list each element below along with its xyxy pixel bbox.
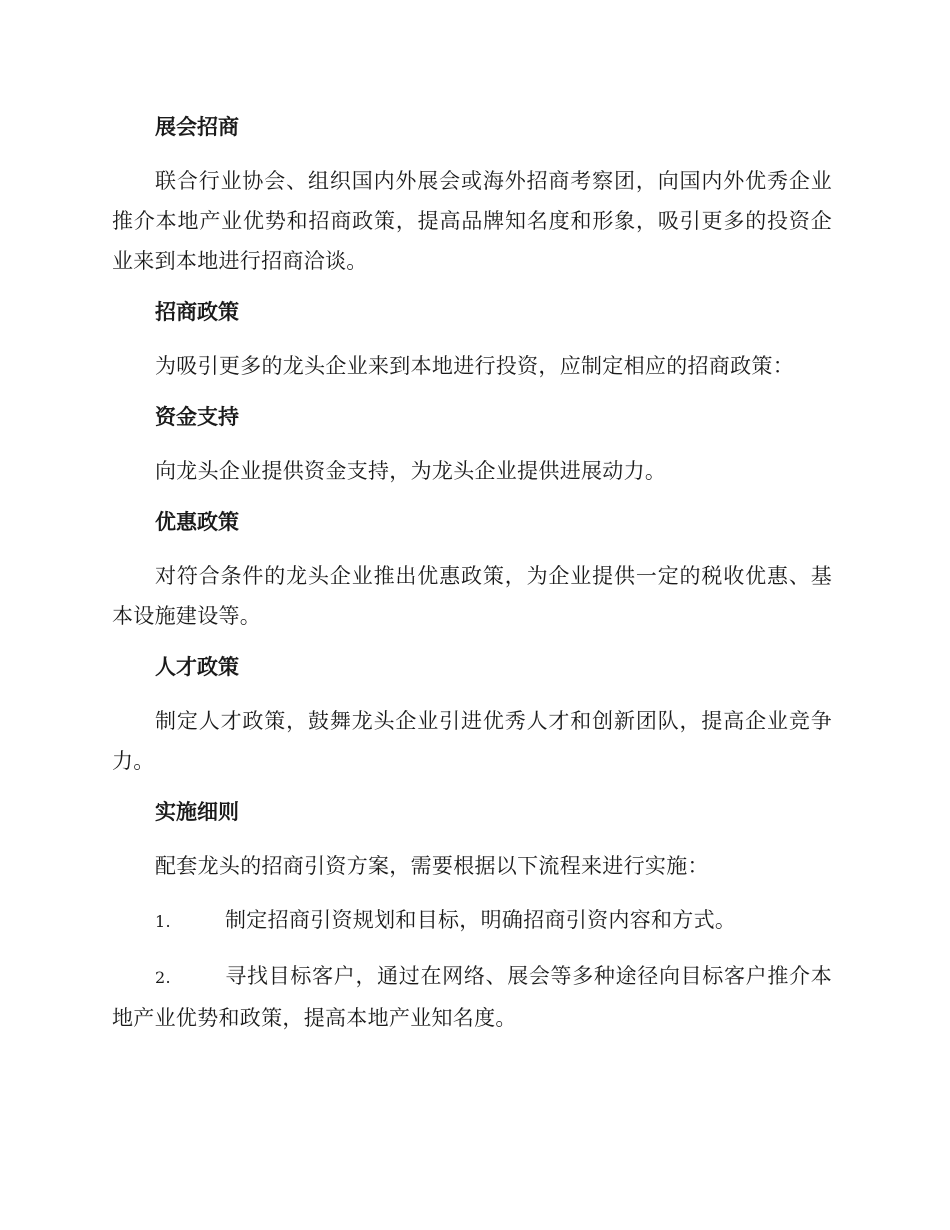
section-body-policy: 为吸引更多的龙头企业来到本地进行投资，应制定相应的招商政策： xyxy=(155,354,794,378)
list-item xyxy=(112,956,832,1038)
section-heading-exhibition: 展会招商 xyxy=(155,115,239,139)
section-heading-funding: 资金支持 xyxy=(155,405,239,429)
list-item-number: 2. xyxy=(155,968,171,987)
section-body-exhibition: 联合行业协会、组织国内外展会或海外招商考察团，向国内外优秀企业推介本地产业优势和招商政策，提高品牌知名度和形象，吸引更多的投资企业来到本地进行招商洽谈。 xyxy=(112,169,832,273)
document-page xyxy=(112,110,832,1052)
list-item-text: 制定招商引资规划和目标，明确招商引资内容和方式。 xyxy=(225,908,737,932)
section-heading-talent: 人才政策 xyxy=(155,655,239,679)
section-body-implementation: 配套龙头的招商引资方案，需要根据以下流程来进行实施： xyxy=(155,854,709,878)
section-heading-policy: 招商政策 xyxy=(155,300,239,324)
list-item-number: 1. xyxy=(155,912,171,931)
section-body-talent: 制定人才政策，鼓舞龙头企业引进优秀人才和创新团队，提高企业竞争力。 xyxy=(112,709,832,773)
section-heading-preferential: 优惠政策 xyxy=(155,510,239,534)
section-body-funding: 向龙头企业提供资金支持，为龙头企业提供进展动力。 xyxy=(155,459,667,483)
section-body-preferential: 对符合条件的龙头企业推出优惠政策，为企业提供一定的税收优惠、基本设施建设等。 xyxy=(112,564,832,628)
list-item xyxy=(112,900,832,942)
section-heading-implementation: 实施细则 xyxy=(155,800,239,824)
list-item-text: 寻找目标客户，通过在网络、展会等多种途径向目标客户推介本地产业优势和政策，提高本地产业知名度。 xyxy=(112,964,832,1030)
